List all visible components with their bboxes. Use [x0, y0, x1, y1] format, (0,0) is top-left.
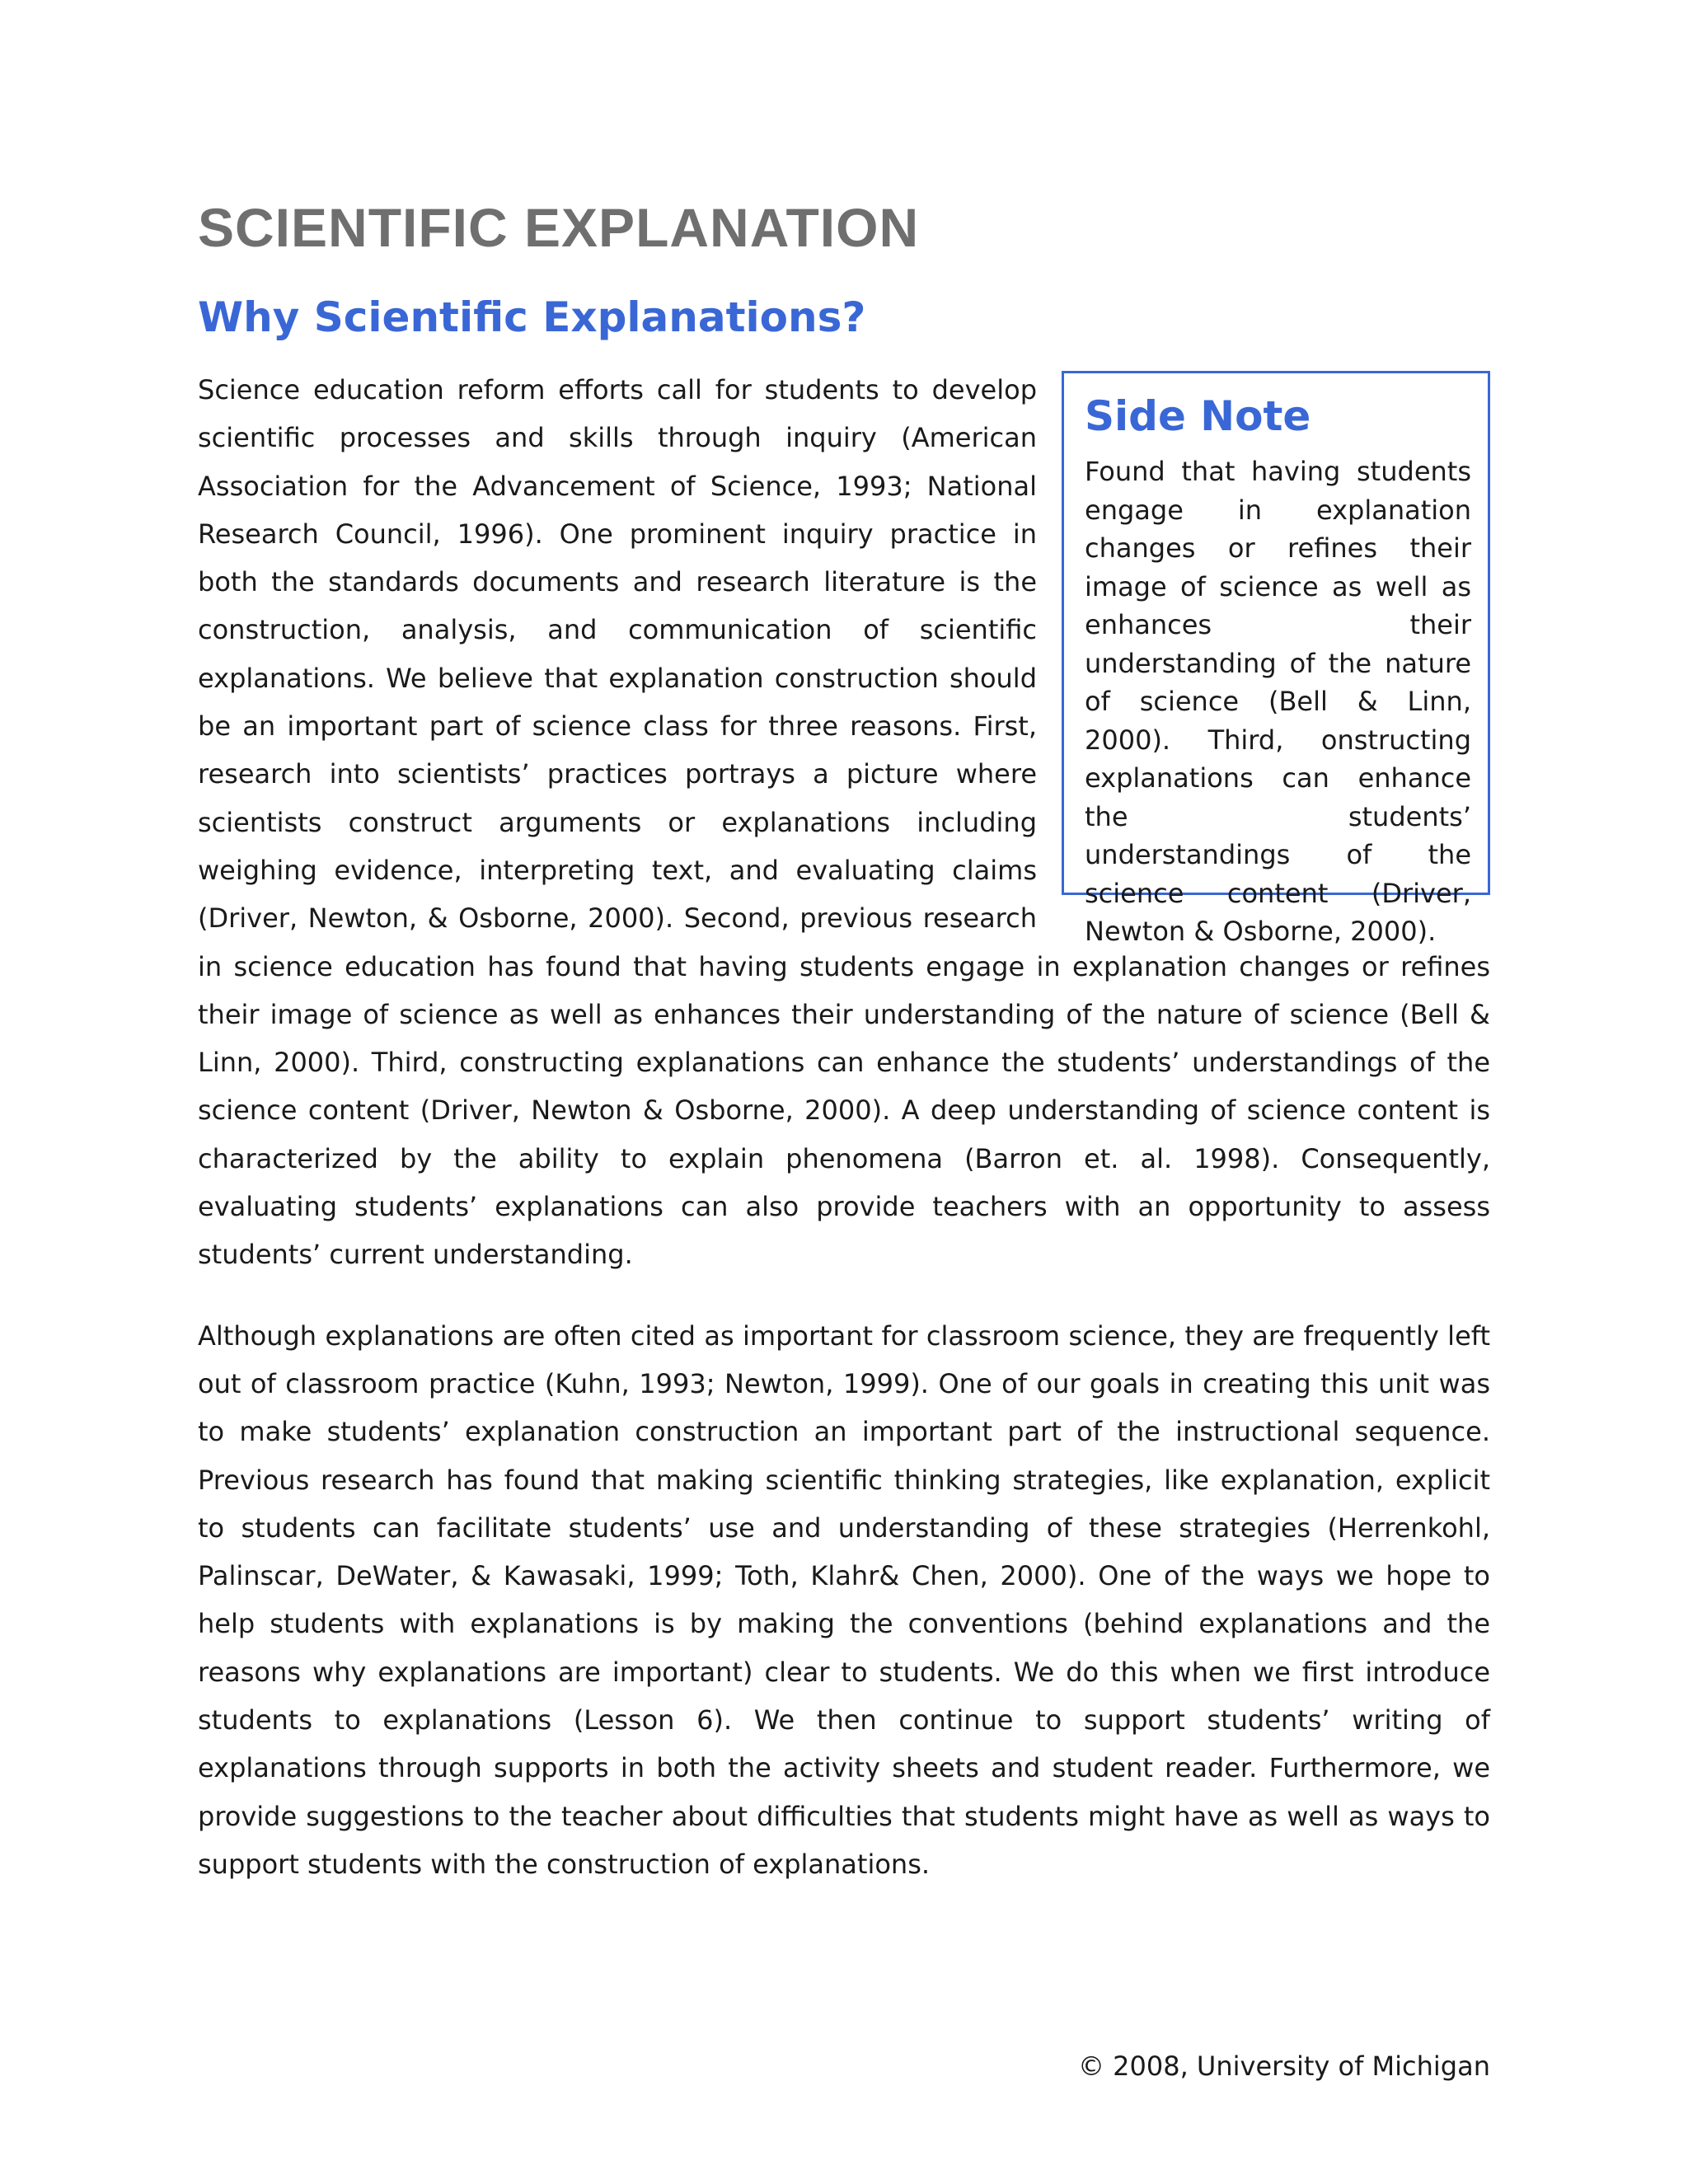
- copyright-footer: © 2008, University of Michigan: [1077, 2050, 1490, 2082]
- paragraph-2: Although explanations are often cited as important for classroom science, they are frequently left out of classroom practice (Kuhn, 1993; Newton, 1999). One of our goals in creating this unit was to make students’ explanation construction an important part of the instructional sequence. Previous research has found that making scientific thinking strategies, like explanation, explicit to students can facilitate students’ use and understanding of these strategies (Herrenkohl, Palinscar, DeWater, & Kawasaki, 1999; Toth, Klahr& Chen, 2000). One of the ways we hope to help students with explanations is by making the conventions (behind explanations and the reasons why explanations are important) clear to students. We do this when we first introduce students to explanations (Lesson 6). We then continue to support students’ writing of explanations through supports in both the activity sheets and student reader. Furthermore, we provide suggestions to the teacher about difficulties that students might have as well as ways to support students with the construction of explanations.: [198, 1319, 1490, 1880]
- body-text: [198, 366, 1490, 1888]
- side-note-title: Side Note: [1085, 392, 1311, 440]
- section-heading: Why Scientific Explanations?: [198, 293, 866, 341]
- document-title: SCIENTIFIC EXPLANATION: [198, 197, 920, 258]
- paragraph-1: Science education reform efforts call for students to develop scientific processes and skills through inquiry (American Association for the Advancement of Science, 1993; National Research Council, 1996). One prominent inquiry practice in both the standards documents and research literature is the construction, analysis, and communication of scientific explanations. We believe that explanation construction should be an important part of science class for three reasons. First, research into scientists’ practices portrays a picture where scientists construct arguments or explanations including weighing evidence, interpreting text, and evaluating claims (Driver, Newton, & Osborne, 2000). Second, previous research in science education has found that having students engage in explanation changes or refines their image of science as well as enhances their understanding of the nature of science (Bell & Linn, 2000). Third, constructing explanations can enhance the students’ understandings of the science content (Driver, Newton & Osborne, 2000). A deep understanding of science content is characterized by the ability to explain phenomena (Barron et. al. 1998). Consequently, evaluating students’ explanations can also provide teachers with an opportunity to assess students’ current understanding.: [198, 374, 1490, 1271]
- side-note-text: Found that having students engage in explanation changes or refines their image of science as well as enhances their understanding of the nature of science (Bell & Linn, 2000). Third, onstructing explanations can enhance the students’ understandings of the science content (Driver, Newton & Osborne, 2000).: [1085, 456, 1471, 947]
- side-note-box: [1062, 371, 1490, 947]
